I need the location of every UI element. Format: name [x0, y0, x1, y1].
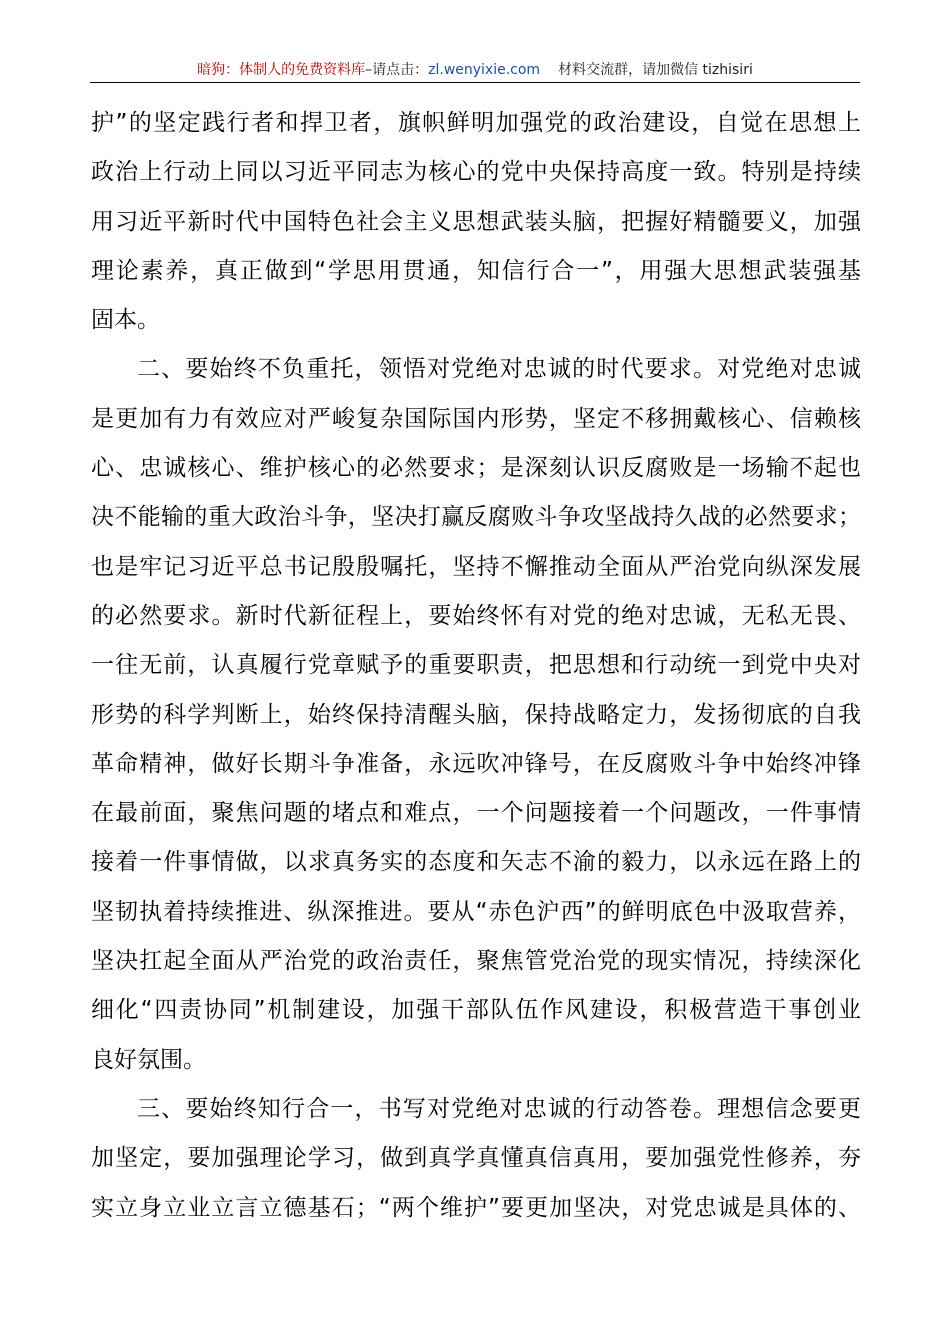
text-line: 细化“四责协同”机制建设，加强干部队伍作风建设，积极营造干事创业	[91, 997, 861, 1024]
header-rule	[90, 82, 860, 83]
text-line: 良好氛围。	[91, 1046, 206, 1073]
text-line: 护”的坚定践行者和捍卫者，旗帜鲜明加强党的政治建设，自觉在思想上	[91, 110, 861, 136]
text-line: 加坚定，要加强理论学习，做到真学真懂真信真用，要加强党性修养，夯	[91, 1145, 861, 1172]
text-line: 接着一件事情做，以求真务实的态度和矢志不渝的毅力，以永远在路上的	[91, 849, 861, 876]
header-link-prefix: –请点击：	[365, 62, 429, 78]
text-line: 是更加有力有效应对严峻复杂国际国内形势，坚定不移拥戴核心、信赖核	[91, 405, 861, 432]
text-line: 坚韧执着持续推进、纵深推进。要从“赤色沪西”的鲜明底色中汲取营养，	[91, 898, 861, 925]
document-body	[91, 99, 861, 1233]
text-line: 一往无前，认真履行党章赋予的重要职责，把思想和行动统一到党中央对	[91, 652, 861, 679]
page-header	[90, 58, 860, 82]
text-line: 的必然要求。新时代新征程上，要始终怀有对党的绝对忠诚，无私无畏、	[91, 602, 861, 629]
text-line: 实立身立业立言立德基石；“两个维护”要更加坚决，对党忠诚是具体的、	[91, 1194, 861, 1221]
text-line: 革命精神，做好长期斗争准备，永远吹冲锋号，在反腐败斗争中始终冲锋	[91, 750, 861, 777]
text-line: 理论素养，真正做到“学思用贯通，知信行合一”，用强大思想武装强基	[91, 257, 861, 284]
text-line: 决不能输的重大政治斗争，坚决打赢反腐败斗争攻坚战持久战的必然要求；	[91, 504, 861, 531]
paragraph-2-heading-line: 二、要始终不负重托，领悟对党绝对忠诚的时代要求。对党绝对忠诚	[137, 356, 861, 383]
header-link[interactable]: zl.wenyixie.com	[428, 62, 541, 78]
text-line: 政治上行动上同以习近平同志为核心的党中央保持高度一致。特别是持续	[91, 159, 861, 186]
text-line: 也是牢记习近平总书记殷殷嘱托，坚持不懈推动全面从严治党向纵深发展	[91, 553, 861, 580]
text-line: 在最前面，聚焦问题的堵点和难点，一个问题接着一个问题改，一件事情	[91, 800, 861, 827]
paragraph-3-heading-line: 三、要始终知行合一，书写对党绝对忠诚的行动答卷。理想信念要更	[137, 1095, 861, 1122]
header-site-name: 暗狗：体制人的免费资料库	[197, 62, 366, 78]
text-line: 心、忠诚核心、维护核心的必然要求；是深刻认识反腐败是一场输不起也	[91, 455, 861, 482]
text-line: 固本。	[91, 307, 160, 334]
text-line: 形势的科学判断上，始终保持清醒头脑，保持战略定力，发扬彻底的自我	[91, 701, 861, 728]
text-line: 用习近平新时代中国特色社会主义思想武装头脑，把握好精髓要义，加强	[91, 208, 861, 235]
header-contact-note: 材料交流群，请加微信 tizhisiri	[558, 62, 753, 78]
text-line: 坚决扛起全面从严治党的政治责任，聚焦管党治党的现实情况，持续深化	[91, 948, 861, 975]
